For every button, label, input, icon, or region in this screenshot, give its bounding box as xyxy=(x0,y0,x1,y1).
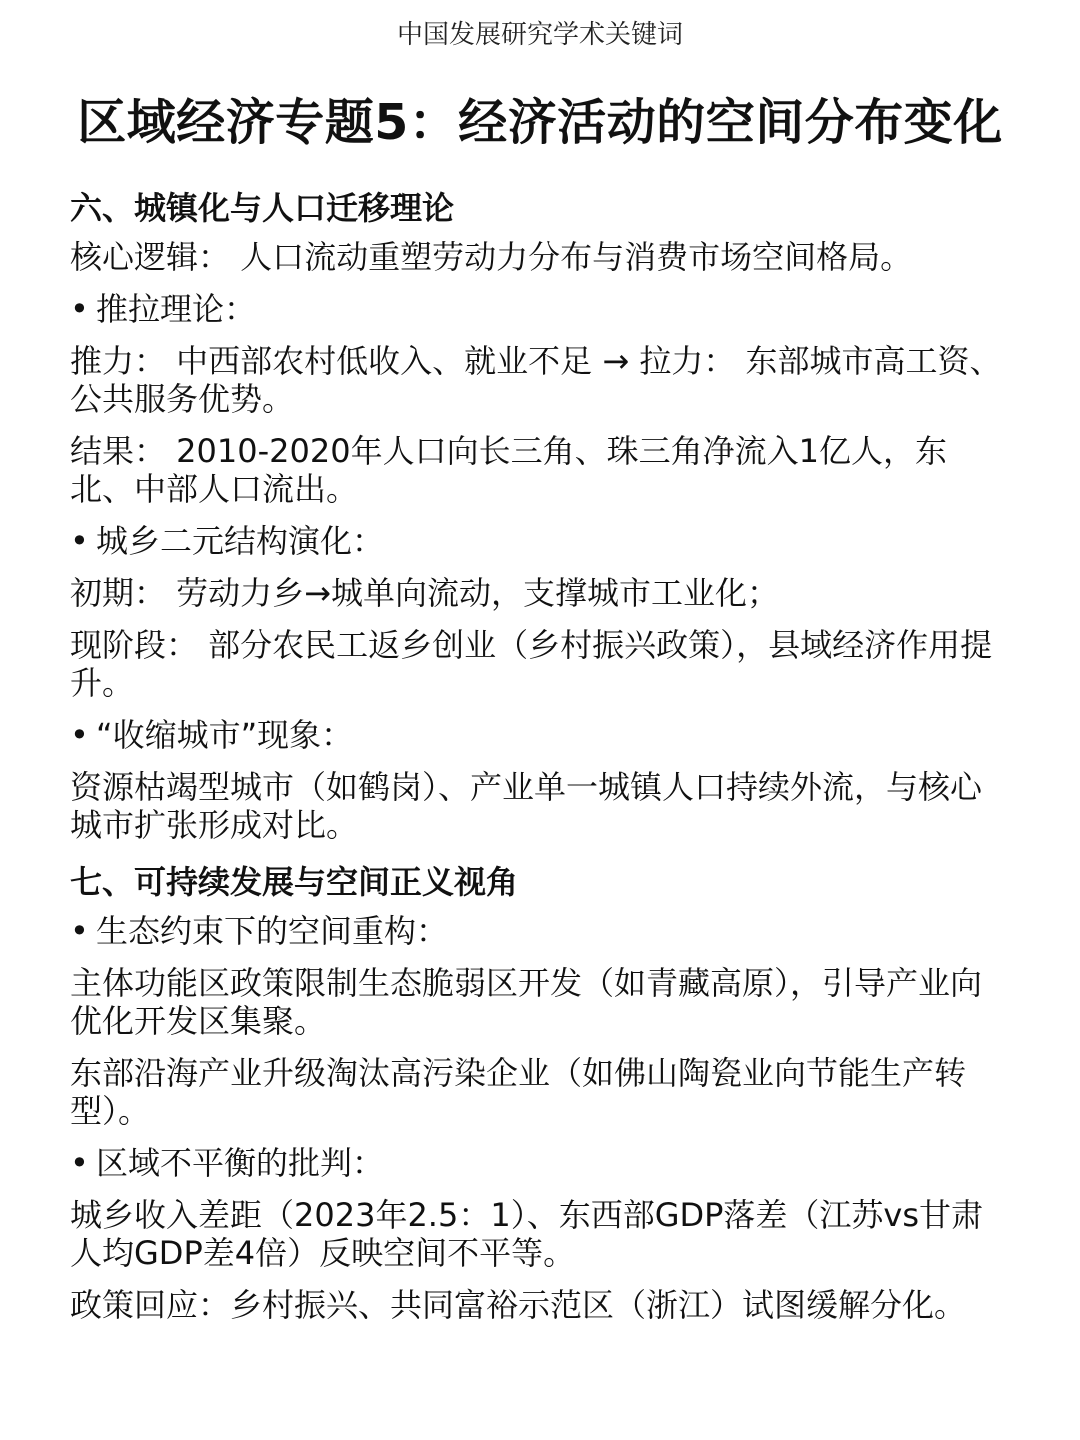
bullet-shrinking-city xyxy=(70,716,1010,754)
bullet-label: 城乡二元结构演化： xyxy=(96,522,385,560)
industrial-upgrade-paragraph: 东部沿海产业升级淘汰高污染企业（如佛山陶瓷业向节能生产转型）。 xyxy=(70,1054,967,1130)
bullet-label: 生态约束下的空间重构： xyxy=(96,912,449,950)
bullet-urban-rural xyxy=(70,522,1010,560)
functional-zone-paragraph: 主体功能区政策限制生态脆弱区开发（如青藏高原），引导产业向优化开发区集聚。 xyxy=(70,964,983,1040)
push-pull-paragraph: 推力： 中西部农村低收入、就业不足 → 拉力： 东部城市高工资、公共服务优势。 xyxy=(70,342,1002,418)
bullet-ecological xyxy=(70,912,1010,950)
section-heading-6: 六、城镇化与人口迁移理论 xyxy=(70,189,455,227)
income-gap-paragraph: 城乡收入差距（2023年2.5：1）、东西部GDP落差（江苏vs甘肃人均GDP差4倍）反映空间不平等。 xyxy=(70,1196,984,1272)
page-title: 区域经济专题5：经济活动的空间分布变化 xyxy=(77,94,1003,151)
bullet-dot: • xyxy=(70,522,89,560)
bullet-label: “收缩城市”现象： xyxy=(96,716,354,754)
core-logic-paragraph: 核心逻辑： 人口流动重塑劳动力分布与消费市场空间格局。 xyxy=(70,238,913,276)
top-label: 中国发展研究学术关键词 xyxy=(396,20,683,50)
shrinking-city-paragraph: 资源枯竭型城市（如鹤岗）、产业单一城镇人口持续外流，与核心城市扩张形成对比。 xyxy=(70,768,983,844)
bullet-label: 推拉理论： xyxy=(96,290,257,328)
section-heading-7: 七、可持续发展与空间正义视角 xyxy=(70,863,519,901)
document-content xyxy=(70,184,1010,1338)
bullet-dot: • xyxy=(70,290,89,328)
current-stage-paragraph: 现阶段： 部分农民工返乡创业（乡村振兴政策），县域经济作用提升。 xyxy=(70,626,993,702)
bullet-label: 区域不平衡的批判： xyxy=(96,1144,385,1182)
initial-stage-paragraph: 初期： 劳动力乡→城单向流动，支撑城市工业化； xyxy=(70,574,779,612)
bullet-imbalance xyxy=(70,1144,1010,1182)
bullet-dot: • xyxy=(70,716,89,754)
bullet-dot: • xyxy=(70,1144,89,1182)
result-paragraph: 结果： 2010-2020年人口向长三角、珠三角净流入1亿人，东北、中部人口流出。 xyxy=(70,432,947,508)
bullet-dot: • xyxy=(70,912,89,950)
policy-response-paragraph: 政策回应：乡村振兴、共同富裕示范区（浙江）试图缓解分化。 xyxy=(70,1286,967,1324)
bullet-push-pull xyxy=(70,290,1010,328)
